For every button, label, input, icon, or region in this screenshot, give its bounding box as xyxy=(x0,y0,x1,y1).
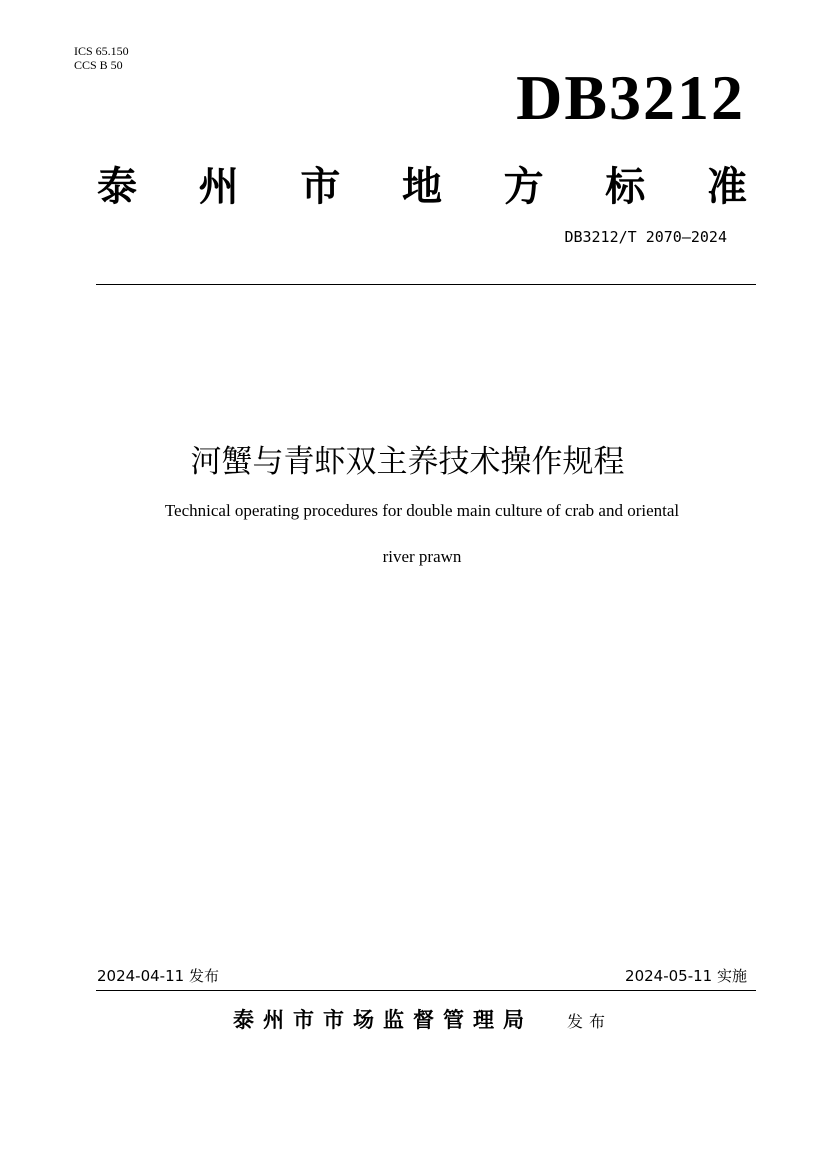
category-char: 准 xyxy=(706,163,747,210)
footer-divider xyxy=(96,990,756,991)
category-char: 市 xyxy=(300,163,341,210)
english-title-line: river prawn xyxy=(382,547,462,566)
category-char: 方 xyxy=(503,163,544,210)
category-char: 地 xyxy=(401,163,442,210)
standard-number: DB3212/T 2070—2024 xyxy=(564,228,727,246)
english-title-line: Technical operating procedures for double main culture of crab and oriental xyxy=(164,501,680,520)
category-char: 标 xyxy=(605,163,646,210)
issuer-name: 泰州市市场监督管理局 xyxy=(233,1007,533,1032)
ics-code: ICS 65.150 xyxy=(74,44,129,58)
publish-date: 2024-04-11 发布 xyxy=(97,967,219,985)
category-char: 州 xyxy=(198,163,239,210)
issue-action: 发布 xyxy=(567,1012,612,1031)
issuing-authority xyxy=(233,1005,611,1037)
category-char: 泰 xyxy=(97,163,137,210)
header-divider xyxy=(96,284,756,285)
document-title-english xyxy=(100,498,744,570)
document-title-chinese: 河蟹与青虾双主养技术操作规程 xyxy=(190,444,625,480)
standard-logo: DB3212 xyxy=(516,62,745,133)
standard-category-title xyxy=(97,162,747,212)
classification-codes xyxy=(74,44,129,72)
ccs-code: CCS B 50 xyxy=(74,58,123,72)
implementation-date: 2024-05-11 实施 xyxy=(625,967,747,985)
